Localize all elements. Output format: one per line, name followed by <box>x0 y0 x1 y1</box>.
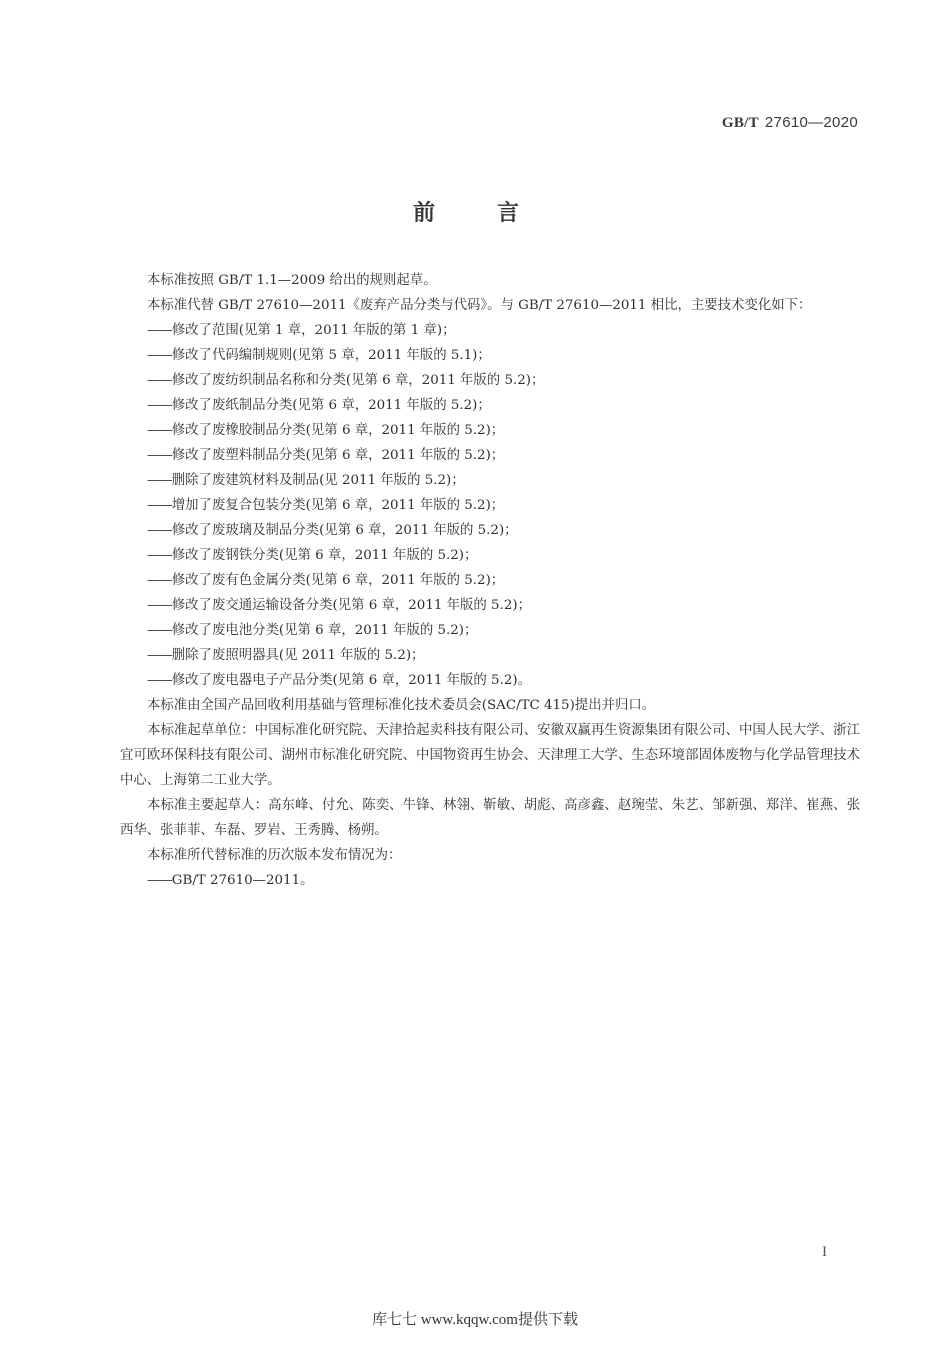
list-item: ——删除了废照明器具(见 2011 年版的 5.2)； <box>147 648 425 663</box>
list-item: ——增加了废复合包装分类(见第 6 章，2011 年版的 5.2)； <box>147 498 505 513</box>
standard-code <box>722 114 858 132</box>
list-item: ——修改了废交通运输设备分类(见第 6 章，2011 年版的 5.2)； <box>147 598 531 613</box>
history-item: ——GB/T 27610—2011。 <box>147 873 314 888</box>
page-title: 前言 <box>412 201 581 226</box>
page-number: I <box>822 1244 827 1260</box>
standard-number: 27610—2020 <box>764 114 858 131</box>
list-item: ——修改了废塑料制品分类(见第 6 章，2011 年版的 5.2)； <box>147 448 505 463</box>
download-footer: 库七七 www.kqqw.com提供下载 <box>372 1312 578 1328</box>
paragraph-drafting-units: 本标准起草单位：中国标准化研究院、天津拾起卖科技有限公司、安徽双赢再生资源集团有限公司、中国人民大学、浙江宜可欧环保科技有限公司、湖州市标准化研究院、中国物资再生协会、天津理工大学、生态环境部固体废物与化学品管理技术中心、上海第二工业大学。 <box>120 723 860 788</box>
paragraph-drafters: 本标准主要起草人：高东峰、付允、陈奕、牛锋、林翎、靳敏、胡彪、高彦鑫、赵琬莹、朱艺、邹新强、郑洋、崔燕、张西华、张菲菲、车磊、罗岩、王秀腾、杨朔。 <box>120 798 860 838</box>
list-item: ——修改了范围(见第 1 章，2011 年版的第 1 章)； <box>147 323 456 338</box>
paragraph-replacement: 本标准代替 GB/T 27610—2011《废弃产品分类与代码》。与 GB/T 27610—2011 相比，主要技术变化如下： <box>147 298 812 313</box>
list-item: ——修改了废玻璃及制品分类(见第 6 章，2011 年版的 5.2)； <box>147 523 518 538</box>
list-item: ——修改了废有色金属分类(见第 6 章，2011 年版的 5.2)； <box>147 573 505 588</box>
list-item: ——修改了废橡胶制品分类(见第 6 章，2011 年版的 5.2)； <box>147 423 505 438</box>
list-item: ——修改了废电器电子产品分类(见第 6 章，2011 年版的 5.2)。 <box>147 673 531 688</box>
paragraph-proposer: 本标准由全国产品回收利用基础与管理标准化技术委员会(SAC/TC 415)提出并归口。 <box>147 698 656 713</box>
paragraph-drafting-rule: 本标准按照 GB/T 1.1—2009 给出的规则起草。 <box>147 273 437 288</box>
list-item: ——修改了废钢铁分类(见第 6 章，2011 年版的 5.2)； <box>147 548 478 563</box>
list-item: ——删除了废建筑材料及制品(见 2011 年版的 5.2)； <box>147 473 465 488</box>
changes-list <box>120 318 860 693</box>
list-item: ——修改了废纸制品分类(见第 6 章，2011 年版的 5.2)； <box>147 398 491 413</box>
list-item: ——修改了废纺织制品名称和分类(见第 6 章，2011 年版的 5.2)； <box>147 373 545 388</box>
standard-prefix: GB/T <box>721 115 759 131</box>
list-item: ——修改了代码编制规则(见第 5 章，2011 年版的 5.1)； <box>147 348 491 363</box>
list-item: ——修改了废电池分类(见第 6 章，2011 年版的 5.2)； <box>147 623 478 638</box>
paragraph-history-intro: 本标准所代替标准的历次版本发布情况为： <box>147 848 402 863</box>
foreword-body <box>120 268 860 893</box>
